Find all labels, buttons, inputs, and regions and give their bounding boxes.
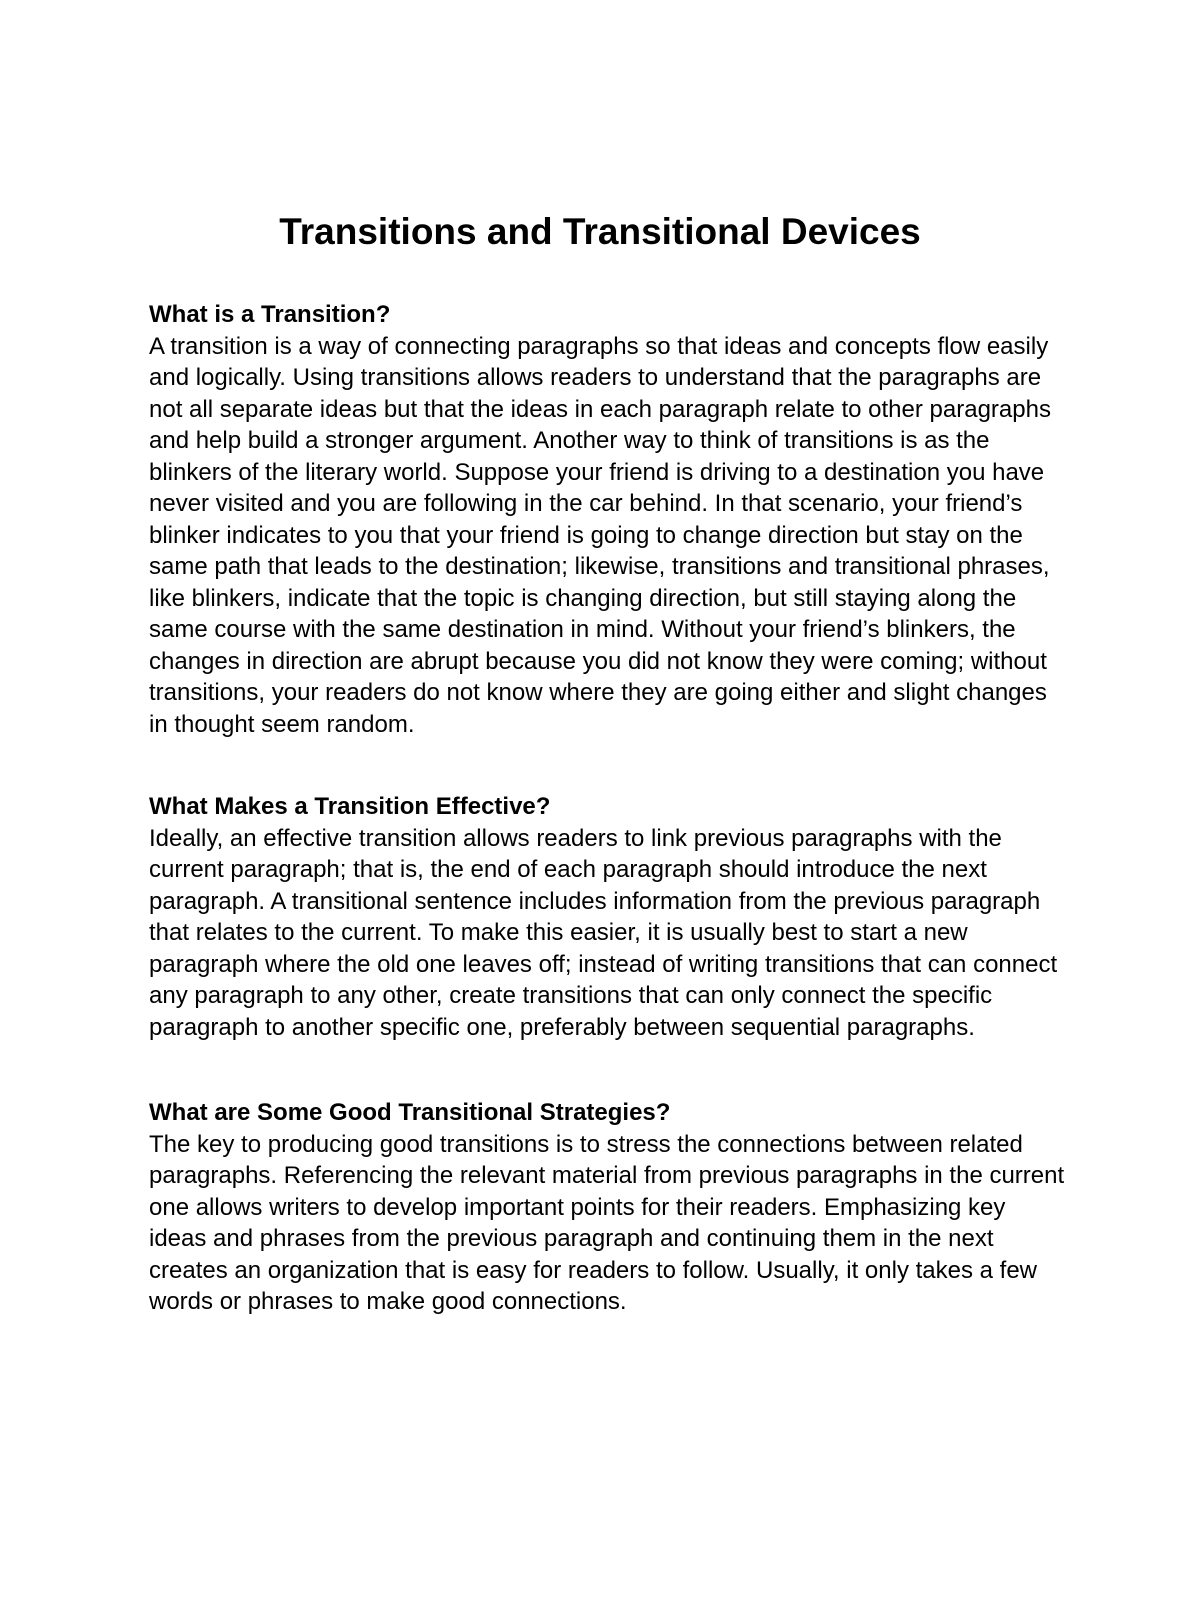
section-heading: What are Some Good Transitional Strategies? [149,1099,671,1126]
section-body: A transition is a way of connecting paragraphs so that ideas and concepts flow easily and logically. Using transitions allows readers to understand that the paragraphs are not all separate ideas but that the ideas in each paragraph relate to other paragraphs and help build a stronger argument. Another way to think of transitions is as the blinkers of the literary world. Suppose your friend is driving to a destination you have never visited and you are following in the car behind. In that scenario, your friend’s blinker indicates to you that your friend is going to change direction but stay on the same path that leads to the destination; likewise, transitions and transitional phrases, like blinkers, indicate that the topic is changing direction, but still staying along the same course with the same destination in mind. Without your friend’s blinkers, the changes in direction are abrupt because you did not know they were coming; without transitions, your readers do not know where they are going either and slight changes in thought seem random. [149,332,1051,738]
section-heading: What is a Transition? [149,301,391,328]
section-body: The key to producing good transitions is to stress the connections between related paragraphs. Referencing the relevant material from previous paragraphs in the current one allows writers to develop important points for their readers. Emphasizing key ideas and phrases from the previous paragraph and continuing them in the next creates an organization that is easy for readers to follow. Usually, it only takes a few words or phrases to make good connections. [149,1130,1065,1315]
section-what-is-a-transition [149,299,1069,740]
document-title: Transitions and Transitional Devices [279,211,921,252]
section-good-transitional-strategies [149,1097,1069,1318]
section-body: Ideally, an effective transition allows readers to link previous paragraphs with the current paragraph; that is, the end of each paragraph should introduce the next paragraph. A transitional sentence includes information from the previous paragraph that relates to the current. To make this easier, it is usually best to start a new paragraph where the old one leaves off; instead of writing transitions that can connect any paragraph to any other, create transitions that can only connect the specific paragraph to another specific one, preferably between sequential paragraphs. [149,824,1058,1041]
section-heading: What Makes a Transition Effective? [149,793,551,820]
section-what-makes-a-transition-effective [149,791,1069,1043]
